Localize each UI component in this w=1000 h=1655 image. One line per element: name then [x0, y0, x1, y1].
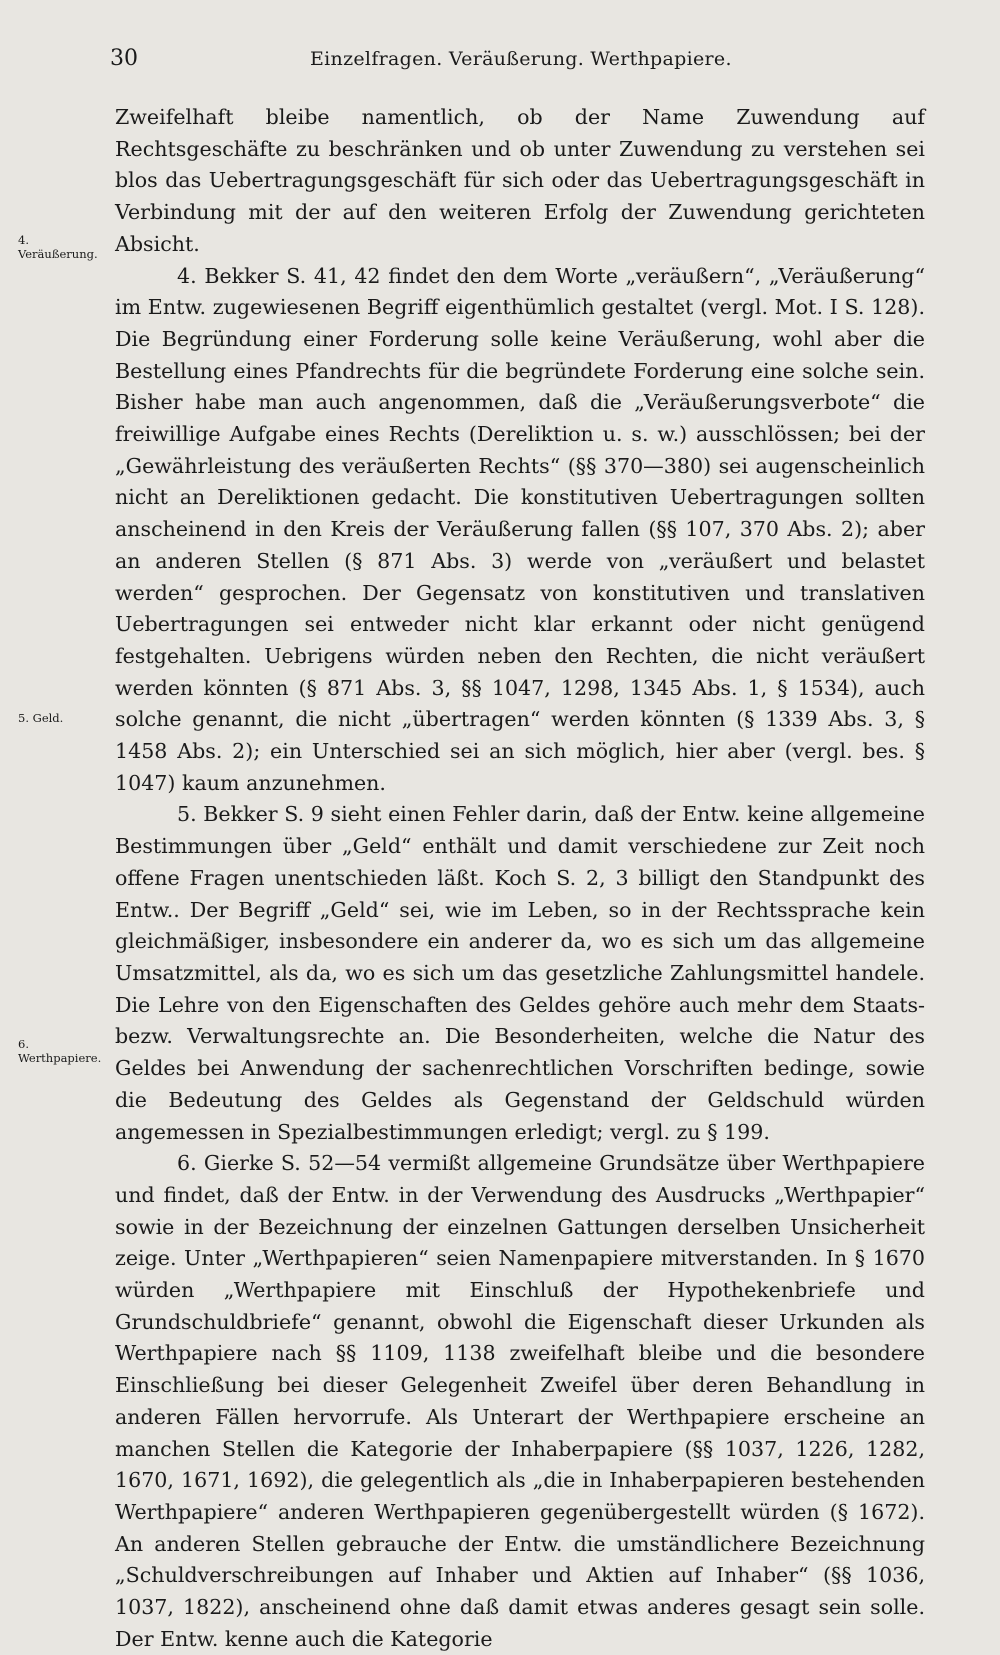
margin-note-werthpapiere: 6. Werthpapiere.	[18, 1037, 102, 1065]
body-text	[115, 102, 925, 1655]
paragraph-geld: 5. Bekker S. 9 sieht einen Fehler darin, daß der Entw. keine allgemeine Bestimmungen über „Geld“ enthält und damit verschiedene zur Zeit noch offene Fragen unentschieden läßt. Koch S. 2, 3 billigt den Standpunkt des Entw.. Der Begriff „Geld“ sei, wie im Leben, so in der Rechtssprache kein gleichmäßiger, insbesondere ein anderer da, wo es sich um das allgemeine Umsatzmittel, als da, wo es sich um das gesetzliche Zahlungsmittel handele. Die Lehre von den Eigenschaften des Geldes gehöre auch mehr dem Staats- bezw. Verwaltungsrechte an. Die Besonderheiten, welche die Natur des Geldes bei Anwendung der sachenrechtlichen Vorschriften bedinge, sowie die Bedeutung des Geldes als Gegenstand der Geldschuld würden angemessen in Spezialbestimmungen erledigt; vergl. zu § 199.	[115, 802, 925, 1144]
margin-note-geld: 5. Geld.	[18, 711, 64, 725]
running-head: Einzelfragen. Veräußerung. Werthpapiere.	[310, 48, 732, 70]
page-number: 30	[110, 46, 138, 71]
paragraph-werthpapiere: 6. Gierke S. 52—54 vermißt allgemeine Grundsätze über Werthpapiere und findet, daß der Entw. in der Verwendung des Ausdrucks „Werthpapier“ sowie in der Bezeichnung der einzelnen Gattungen derselben Unsicherheit zeige. Unter „Werthpapieren“ seien Namenpapiere mitverstanden. In § 1670 würden „Werthpapiere mit Einschluß der Hypothekenbriefe und Grundschuldbriefe“ genannt, obwohl die Eigenschaft dieser Urkunden als Werthpapiere nach §§ 1109, 1138 zweifelhaft bleibe und die besondere Einschließung bei dieser Gelegenheit Zweifel über deren Behandlung in anderen Fällen hervorrufe. Als Unterart der Werthpapiere erscheine an manchen Stellen die Kategorie der Inhaberpapiere (§§ 1037, 1226, 1282, 1670, 1671, 1692), die gelegentlich als „die in Inhaberpapieren bestehenden Werthpapiere“ anderen Werthpapieren gegenübergestellt würden (§ 1672). An anderen Stellen gebrauche der Entw. die umständlichere Bezeichnung „Schuldverschreibungen auf Inhaber und Aktien auf Inhaber“ (§§ 1036, 1037, 1822), anscheinend ohne daß damit etwas anderes gesagt sein solle. Der Entw. kenne auch die Kategorie	[115, 1151, 925, 1651]
paragraph-verausserung: 4. Bekker S. 41, 42 findet den dem Worte „veräußern“, „Veräußerung“ im Entw. zugewiesenen Begriff eigenthümlich gestaltet (vergl. Mot. I S. 128). Die Begründung einer Forderung solle keine Veräußerung, wohl aber die Bestellung eines Pfandrechts für die begründete Forderung eine solche sein. Bisher habe man auch angenommen, daß die „Veräußerungsverbote“ die freiwillige Aufgabe eines Rechts (Dereliktion u. s. w.) ausschlössen; bei der „Gewährleistung des veräußerten Rechts“ (§§ 370—380) sei augenscheinlich nicht an Dereliktionen gedacht. Die konstitutiven Uebertragungen sollten anscheinend in den Kreis der Veräußerung fallen (§§ 107, 370 Abs. 2); aber an anderen Stellen (§ 871 Abs. 3) werde von „veräußert und belastet werden“ gesprochen. Der Gegensatz von konstitutiven und translativen Uebertragungen sei entweder nicht klar erkannt oder nicht genügend festgehalten. Uebrigens würden neben den Rechten, die nicht veräußert werden könnten (§ 871 Abs. 3, §§ 1047, 1298, 1345 Abs. 1, § 1534), auch solche genannt, die nicht „übertragen“ werden könnten (§ 1339 Abs. 3, § 1458 Abs. 2); ein Unterschied sei an sich möglich, hier aber (vergl. bes. § 1047) kaum anzunehmen.	[115, 263, 925, 795]
page-header	[110, 46, 925, 80]
paragraph-continuation: Zweifelhaft bleibe namentlich, ob der Name Zuwendung auf Rechtsgeschäfte zu beschränken und ob unter Zuwendung zu verstehen sei blos das Uebertragungsgeschäft für sich oder das Uebertragungsgeschäft in Verbindung mit der auf den weiteren Erfolg der Zuwendung gerichteten Absicht.	[115, 105, 925, 256]
margin-note-verausserung: 4. Veräußerung.	[18, 233, 98, 261]
